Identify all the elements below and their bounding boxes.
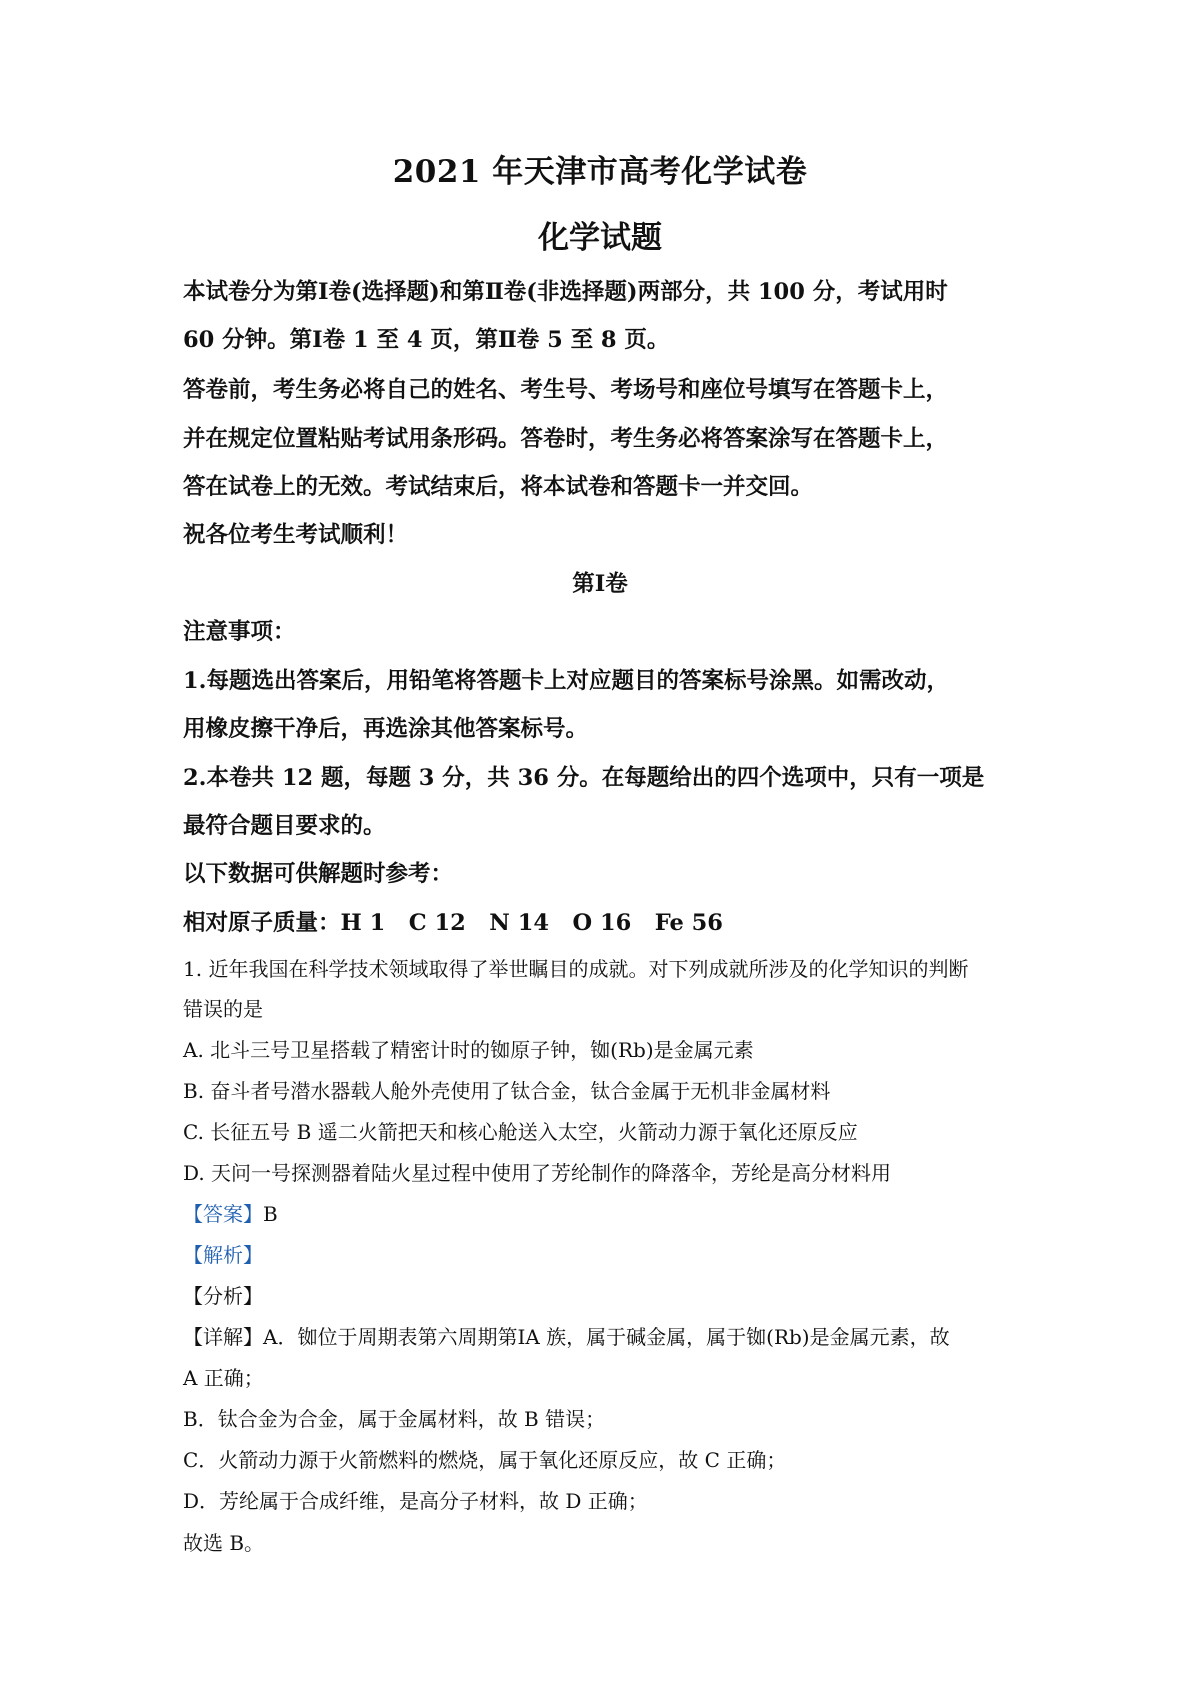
- option-c: C. 长征五号 B 遥二火箭把天和核心舱送入太空，火箭动力源于氧化还原反应: [183, 1120, 858, 1144]
- answer-label: 【答案】: [183, 1202, 263, 1226]
- notice-line: 1.每题选出答案后，用铅笔将答题卡上对应题目的答案标号涂黑。如需改动，: [183, 668, 949, 694]
- option-a: A. 北斗三号卫星搭载了精密计时的铷原子钟，铷(Rb)是金属元素: [183, 1038, 754, 1062]
- intro-line: 并在规定位置粘贴考试用条形码。答卷时，考生务必将答案涂写在答题卡上，: [183, 426, 949, 452]
- intro-line: 答卷前，考生务必将自己的姓名、考生号、考场号和座位号填写在答题卡上，: [183, 377, 949, 403]
- intro-line: 祝各位考生考试顺利！: [183, 522, 409, 548]
- fenxi-label: 【分析】: [183, 1284, 263, 1308]
- question-stem: 1. 近年我国在科学技术领域取得了举世瞩目的成就。对下列成就所涉及的化学知识的判断: [183, 957, 969, 981]
- detail-line: 故选 B。: [183, 1531, 265, 1555]
- option-d: D. 天问一号探测器着陆火星过程中使用了芳纶制作的降落伞，芳纶是高分材料用: [183, 1161, 892, 1185]
- answer-line: [183, 1198, 278, 1227]
- notice-line: 2.本卷共 12 题，每题 3 分，共 36 分。在每题给出的四个选项中，只有一项是: [183, 765, 985, 791]
- intro-line: 60 分钟。第Ⅰ卷 1 至 4 页，第Ⅱ卷 5 至 8 页。: [183, 327, 670, 353]
- detail-line: C．火箭动力源于火箭燃料的燃烧，属于氧化还原反应，故 C 正确；: [183, 1448, 787, 1472]
- notice-line: 以下数据可供解题时参考：: [183, 861, 454, 887]
- detail-line: D．芳纶属于合成纤维，是高分子材料，故 D 正确；: [183, 1489, 648, 1513]
- document-title: 2021 年天津市高考化学试卷: [392, 154, 808, 190]
- detail-line: B．钛合金为合金，属于金属材料，故 B 错误；: [183, 1407, 606, 1431]
- option-b: B. 奋斗者号潜水器载人舱外壳使用了钛合金，钛合金属于无机非金属材料: [183, 1079, 831, 1103]
- analysis-label: 【解析】: [183, 1243, 263, 1267]
- notice-line: 用橡皮擦干净后，再选涂其他答案标号。: [183, 716, 589, 742]
- notice-heading: 注意事项：: [183, 619, 296, 645]
- intro-line: 答在试卷上的无效。考试结束后，将本试卷和答题卡一并交回。: [183, 474, 814, 500]
- atomic-mass-line: 相对原子质量：H 1 C 12 N 14 O 16 Fe 56: [183, 910, 723, 936]
- notice-line: 最符合题目要求的。: [183, 813, 386, 839]
- question-stem: 错误的是: [183, 997, 263, 1021]
- answer-value: B: [263, 1202, 278, 1226]
- intro-line: 本试卷分为第Ⅰ卷(选择题)和第Ⅱ卷(非选择题)两部分，共 100 分，考试用时: [183, 279, 948, 305]
- detail-line: 【详解】A．铷位于周期表第六周期第ⅠA 族，属于碱金属，属于铷(Rb)是金属元素，故: [183, 1325, 950, 1349]
- detail-line: A 正确；: [183, 1366, 264, 1390]
- document-subtitle: 化学试题: [538, 220, 662, 256]
- section-title: 第Ⅰ卷: [572, 571, 628, 597]
